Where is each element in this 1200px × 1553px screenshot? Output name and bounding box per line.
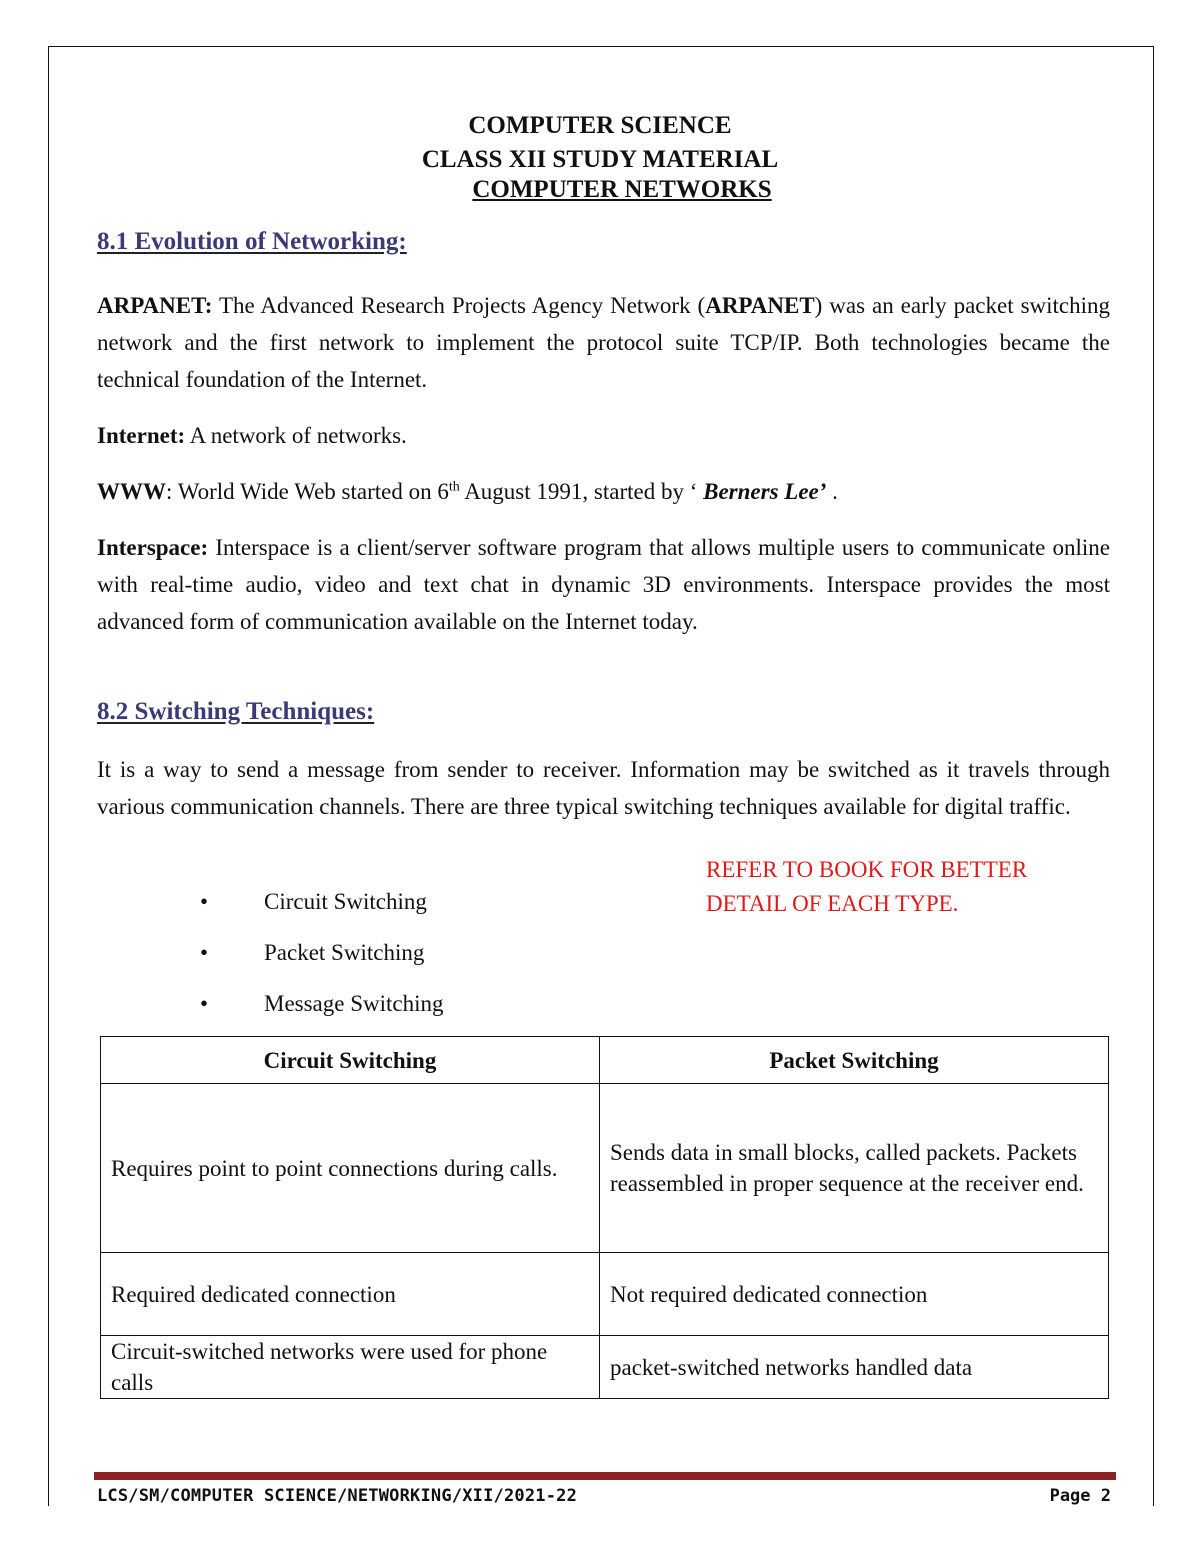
internet-text: A network of networks.: [185, 423, 407, 448]
www-text-c: .: [826, 479, 838, 504]
header-chapter: [22, 176, 1200, 204]
interspace-paragraph: [97, 529, 1110, 640]
refer-note: [706, 853, 1027, 921]
www-label: WWW: [97, 479, 166, 504]
table-cell: Requires point to point connections during calls.: [101, 1084, 600, 1253]
list-item-label: Packet Switching: [264, 939, 425, 965]
header-subject: COMPUTER SCIENCE: [468, 112, 732, 139]
table-cell: Required dedicated connection: [101, 1253, 600, 1336]
page-number: Page 2: [1049, 1486, 1111, 1506]
arpanet-label: ARPANET:: [97, 293, 213, 318]
switching-list: [200, 876, 444, 1029]
arpanet-text-a: The Advanced Research Projects Agency Network (: [212, 293, 706, 318]
internet-paragraph: [97, 417, 1110, 454]
arpanet-text-b: ) was an early packet switching network and the first network to implement the protocol suite TCP/IP. Both technologies became the technical foundation of the Internet.: [97, 293, 1111, 392]
section-title-evolution: 8.1 Evolution of Networking:: [97, 228, 407, 255]
bullet-icon: •: [200, 990, 209, 1016]
www-name: Berners Lee’: [703, 479, 827, 504]
footer-divider: [94, 1472, 1116, 1480]
table-header-packet: Packet Switching: [600, 1037, 1109, 1084]
table-cell: Not required dedicated connection: [600, 1253, 1109, 1336]
list-item: [200, 978, 444, 1029]
table-header-circuit: Circuit Switching: [101, 1037, 600, 1084]
section-title-switching: 8.2 Switching Techniques:: [97, 698, 375, 725]
comparison-table: [100, 1036, 1109, 1399]
table-row: [101, 1084, 1109, 1253]
www-text-b: August 1991, started by ‘: [459, 479, 704, 504]
list-item-label: Circuit Switching: [264, 888, 427, 914]
www-paragraph: [97, 473, 1110, 510]
www-sup: th: [448, 479, 460, 495]
list-item: [200, 876, 444, 927]
table-cell: Sends data in small blocks, called packets. Packets reassembled in proper sequence at the receiver end.: [600, 1084, 1109, 1253]
arpanet-paragraph: [97, 287, 1110, 398]
internet-label: Internet:: [97, 423, 186, 448]
refer-note-line1: REFER TO BOOK FOR BETTER: [706, 857, 1028, 882]
interspace-label: Interspace:: [97, 535, 209, 560]
table-cell: packet-switched networks handled data: [600, 1336, 1109, 1399]
refer-note-line2: DETAIL OF EACH TYPE.: [706, 891, 959, 916]
table-row: [101, 1336, 1109, 1399]
bullet-icon: •: [200, 939, 209, 965]
footer-doc-code: LCS/SM/COMPUTER SCIENCE/NETWORKING/XII/2021-22: [97, 1486, 578, 1506]
switching-intro: It is a way to send a message from sender to receiver. Information may be switched as it travels through various communication channels. There are three typical switching techniques available for digital traffic.: [97, 757, 1110, 819]
arpanet-bold: ARPANET: [705, 293, 815, 318]
table-row: [101, 1253, 1109, 1336]
list-item: [200, 927, 444, 978]
table-header-row: [101, 1037, 1109, 1084]
www-text-a: : World Wide Web started on 6: [166, 479, 449, 504]
table-cell: Circuit-switched networks were used for phone calls: [101, 1336, 600, 1399]
chapter-title: COMPUTER NETWORKS: [472, 176, 772, 203]
interspace-text: Interspace is a client/server software program that allows multiple users to communicate online with real-time audio, video and text chat in dynamic 3D environments. Interspace provides the most advanced form of communication available on the Internet today.: [97, 535, 1110, 634]
header-class: CLASS XII STUDY MATERIAL: [421, 146, 779, 173]
list-item-label: Message Switching: [264, 990, 444, 1016]
bullet-icon: •: [200, 888, 209, 914]
